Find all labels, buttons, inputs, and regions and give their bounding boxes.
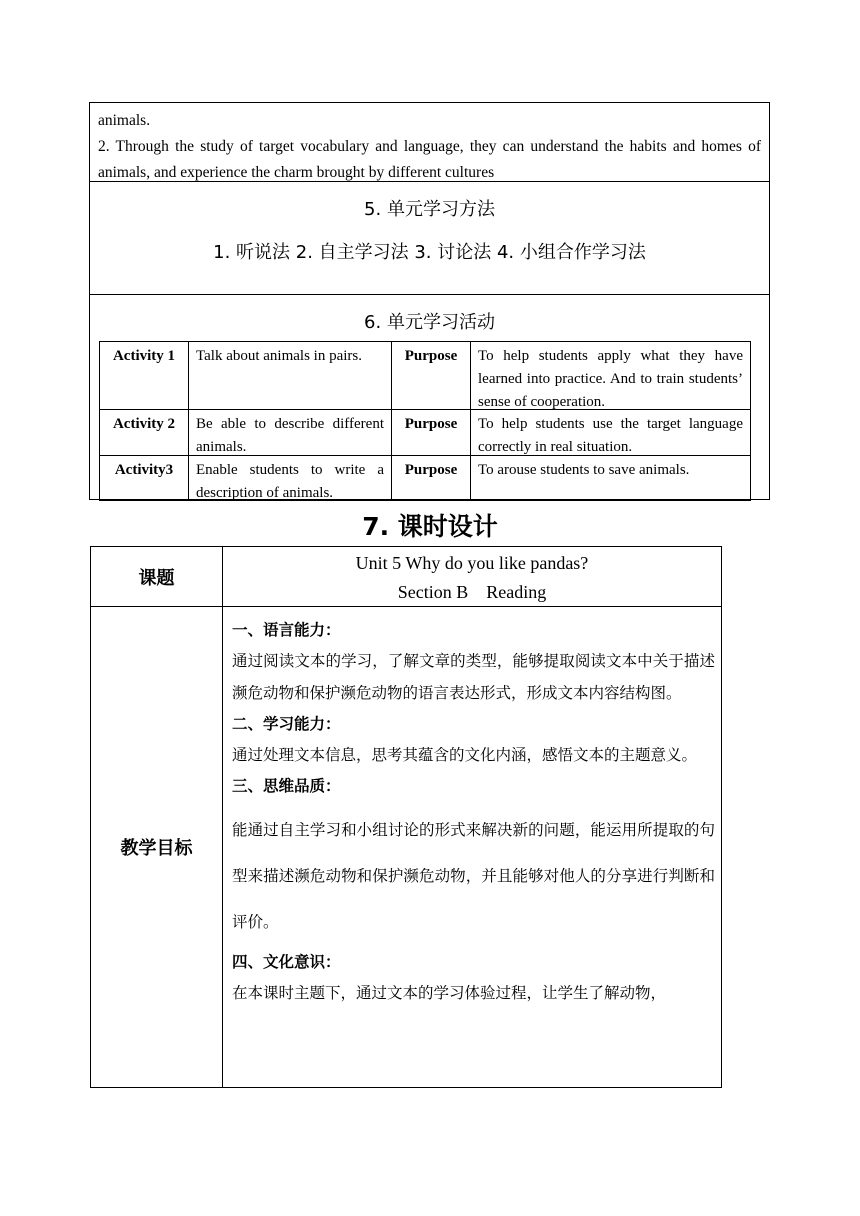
activity-row	[100, 342, 750, 410]
goal-heading-learning: 二、学习能力：	[232, 715, 341, 733]
goals-label: 教学目标	[91, 607, 223, 1087]
goal-heading-language: 一、语言能力：	[232, 621, 341, 639]
activity-purpose: To arouse students to save animals.	[478, 462, 690, 478]
purpose-label: Purpose	[392, 456, 471, 500]
goals-cell	[223, 607, 721, 1087]
topic-label: 课题	[91, 547, 223, 606]
goal-text-language: 通过阅读文本的学习，了解文章的类型，能够提取阅读文本中关于描述濒危动物和保护濒危动物的语言表达形式，形成文本内容结构图。	[232, 652, 715, 702]
activity-description: Enable students to write a description of animals.	[189, 456, 392, 500]
topic-title: Unit 5 Why do you like pandas?	[355, 553, 589, 573]
purpose-label: Purpose	[392, 342, 471, 409]
activity-row	[100, 456, 750, 500]
lesson-design-table	[90, 546, 722, 1088]
unit-plan-table	[89, 102, 770, 500]
activities-title: 6. 单元学习活动	[364, 312, 495, 333]
methods-list: 1. 听说法 2. 自主学习法 3. 讨论法 4. 小组合作学习法	[213, 242, 646, 263]
objectives-cell	[90, 103, 769, 182]
purpose-label: Purpose	[392, 410, 471, 455]
goal-heading-culture: 四、文化意识：	[232, 953, 341, 971]
goal-text-learning: 通过处理文本信息，思考其蕴含的文化内涵，感悟文本的主题意义。	[232, 746, 698, 764]
activities-table	[99, 341, 751, 501]
lesson-design-heading: 7. 课时设计	[362, 512, 498, 541]
activities-cell	[90, 295, 769, 499]
methods-title: 5. 单元学习方法	[364, 199, 495, 220]
objective-line-1: animals.	[98, 112, 151, 129]
activity-description: Be able to describe different animals.	[189, 410, 392, 455]
topic-cell	[223, 547, 721, 606]
activity-name: Activity 2	[100, 410, 189, 455]
topic-row	[91, 547, 721, 607]
goal-text-thinking: 能通过自主学习和小组讨论的形式来解决新的问题，能运用所提取的句型来描述濒危动物和保护濒危动物，并且能够对他人的分享进行判断和评价。	[232, 821, 715, 931]
activity-purpose: To help students use the target language correctly in real situation.	[478, 416, 743, 455]
activity-name: Activity 1	[100, 342, 189, 409]
activity-purpose: To help students apply what they have learned into practice. And to train students’ sense of cooperation.	[478, 348, 743, 410]
goals-row	[91, 607, 721, 1087]
activity-name: Activity3	[100, 456, 189, 500]
topic-section: Section B Reading	[397, 582, 547, 602]
goal-text-culture: 在本课时主题下，通过文本的学习体验过程，让学生了解动物，	[232, 984, 667, 1002]
activity-description: Talk about animals in pairs.	[189, 342, 392, 409]
methods-cell	[90, 182, 769, 295]
goal-heading-thinking: 三、思维品质：	[232, 777, 341, 795]
objective-line-2: 2. Through the study of target vocabulary and language, they can understand the habits and homes of animals, and experience the charm brought by different cultures	[98, 138, 761, 181]
activity-row	[100, 410, 750, 456]
